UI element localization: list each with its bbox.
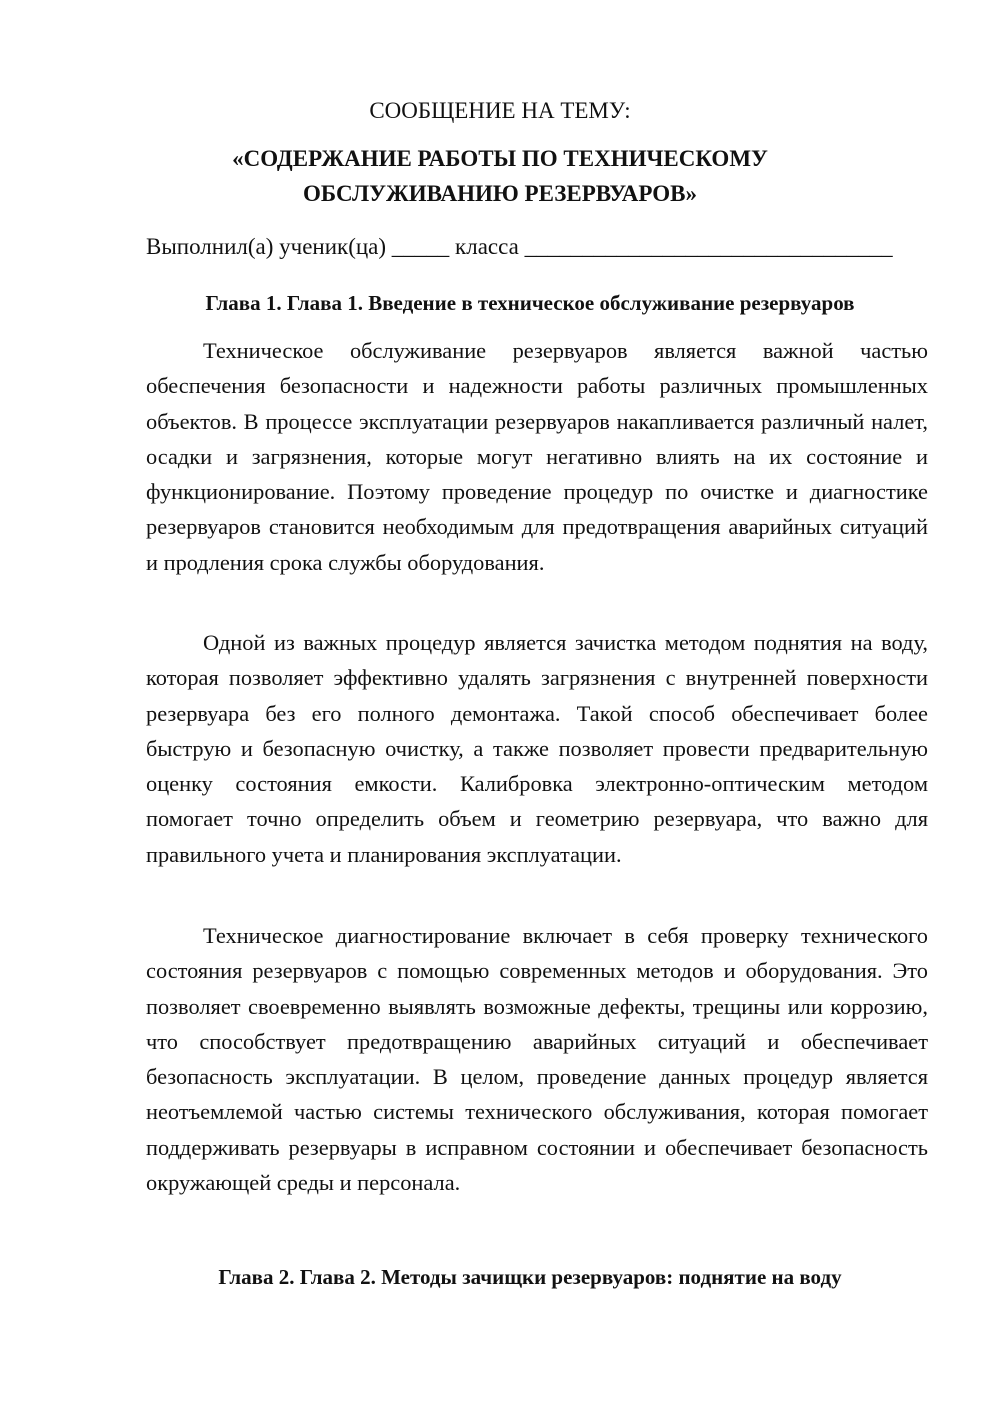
author-line: Выполнил(а) ученик(ца) _____ класса ________________________________ [146,234,893,259]
paragraph-3: Техническое диагностирование включает в себя проверку технического состояния резервуаров с помощью современных методов и оборудования. Это позволяет своевременно выявлять возможные дефекты, трещины или коррозию, что способствует предотвращению аварийных ситуаций и обеспечивает безопасность эксплуатации. В целом, проведение данных процедур является неотъемлемой частью системы технического обслуживания, которая помогает поддерживать резервуары в исправном состоянии и обеспечивает безопасность окружающей среды и персонала. [146,923,928,1196]
title-line-1: «СОДЕРЖАНИЕ РАБОТЫ ПО ТЕХНИЧЕСКОМУ [232,146,768,171]
paragraph-2: Одной из важных процедур является зачистка методом поднятия на воду, которая позволяет эффективно удалять загрязнения с внутренней поверхности резервуара без его полного демонтажа. Такой способ обеспечивает более быструю и безопасную очистку, а также позволяет провести предварительную оценку состояния емкости. Калибровка электронно-оптическим методом помогает точно определить объем и геометрию резервуара, что важно для правильного учета и планирования эксплуатации. [146,630,928,867]
title-line-2: ОБСЛУЖИВАНИЮ РЕЗЕРВУАРОВ» [303,181,697,206]
topic-label: СООБЩЕНИЕ НА ТЕМУ: [369,98,631,123]
chapter-1-heading: Глава 1. Глава 1. Введение в техническое обслуживание резервуаров [205,291,855,315]
chapter-2-heading: Глава 2. Глава 2. Методы зачищки резервуаров: поднятие на воду [218,1265,842,1289]
paragraph-1: Техническое обслуживание резервуаров является важной частью обеспечения безопасности и надежности работы различных промышленных объектов. В процессе эксплуатации резервуаров накапливается различный налет, осадки и загрязнения, которые могут негативно влиять на их состояние и функционирование. Поэтому проведение процедур по очистке и диагностике резервуаров становится необходимым для предотвращения аварийных ситуаций и продления срока службы оборудования. [146,338,928,575]
